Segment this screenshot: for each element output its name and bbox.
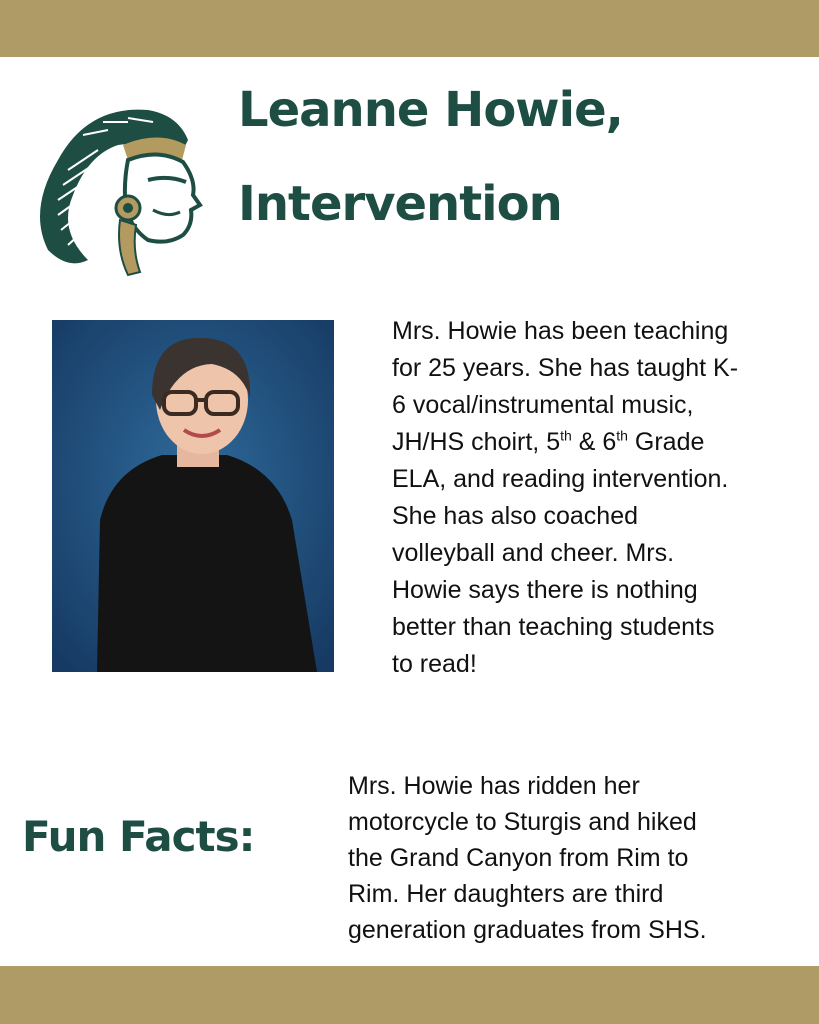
page-title [238,82,798,232]
fun-facts-heading: Fun Facts: [22,812,255,861]
bio-line: Mrs. Howie has been teaching [392,317,729,345]
bio-fragment: & 6 [571,428,617,456]
bio-line: ELA, and reading intervention. [392,465,729,493]
bio-line: Howie says there is nothing [392,576,698,604]
bio-text [392,313,792,683]
bottom-band [0,966,819,1024]
bio-fragment: Grade [627,428,705,456]
teacher-portrait-icon [52,320,334,672]
fun-facts-text [348,768,788,948]
indian-head-logo-icon [28,100,208,280]
title-role: Intervention [238,176,562,232]
bio-line: She has also coached [392,502,639,530]
bio-line: 6 vocal/instrumental music, [392,391,694,419]
fun-fact-line: generation graduates from SHS. [348,916,707,944]
bio-line: volleyball and cheer. Mrs. [392,539,675,567]
fun-fact-line: the Grand Canyon from Rim to [348,844,689,872]
title-name: Leanne Howie, [238,82,623,138]
ordinal-suffix: th [560,427,572,444]
bio-line: better than teaching students [392,613,715,641]
bio-line: for 25 years. She has taught K- [392,354,739,382]
top-band [0,0,819,57]
fun-fact-line: Mrs. Howie has ridden her [348,772,640,800]
ordinal-suffix: th [616,427,628,444]
bio-fragment: JH/HS choirt, 5 [392,428,561,456]
fun-fact-line: Rim. Her daughters are third [348,880,664,908]
bio-line [392,424,792,461]
fun-fact-line: motorcycle to Sturgis and hiked [348,808,697,836]
bio-line: to read! [392,650,477,678]
